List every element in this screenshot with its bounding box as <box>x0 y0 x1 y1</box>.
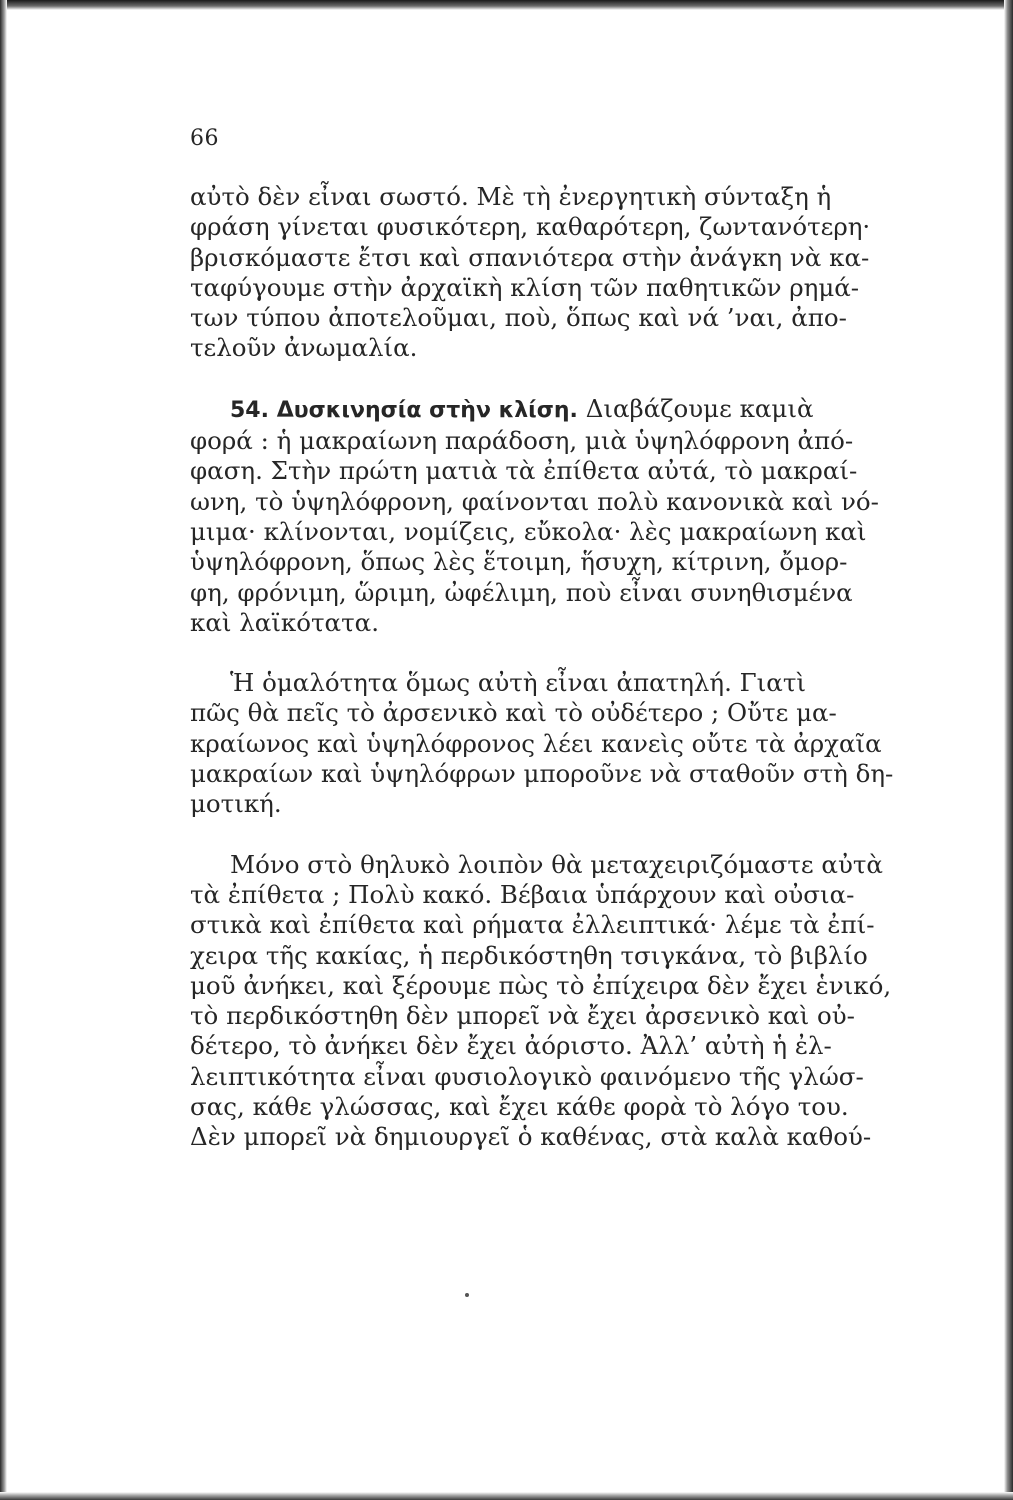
section-number: 54. <box>230 397 269 423</box>
text-line: δέτερο, τὸ ἀνήκει δὲν ἔχει ἀόριστο. Ἀλλ’ αὐτὴ ἡ ἐλ- <box>190 1031 832 1061</box>
text-line: πῶς θὰ πεῖς τὸ ἀρσενικὸ καὶ τὸ οὐδέτερο ; Οὔτε μα- <box>190 698 837 728</box>
text-line: Διαβάζουμε καμιὰ <box>585 393 814 423</box>
scan-speck <box>465 1293 469 1297</box>
text-line: τελοῦν ἀνωμαλία. <box>190 333 418 363</box>
text-line: φορά : ἡ μακραίωνη παράδοση, μιὰ ὑψηλόφρονη ἀπό- <box>190 426 854 456</box>
section-heading-line <box>190 394 918 426</box>
text-line: μοῦ ἀνήκει, καὶ ξέρουμε πὼς τὸ ἐπίχειρα δὲν ἔχει ἑνικό, <box>190 970 892 1000</box>
text-line: Ἡ ὁμαλότητα ὅμως αὐτὴ εἶναι ἀπατηλή. Γιατὶ <box>230 668 806 698</box>
text-line: σας, κάθε γλώσσας, καὶ ἔχει κάθε φορὰ τὸ λόγο του. <box>190 1092 849 1122</box>
paragraph-4 <box>190 850 918 1153</box>
text-line: τὸ περδικόστηθη δὲν μπορεῖ νὰ ἔχει ἀρσενικὸ καὶ οὐ- <box>190 1001 855 1031</box>
text-line: χειρα τῆς κακίας, ἡ περδικόστηθη τσιγκάνα, τὸ βιβλίο <box>190 940 868 970</box>
text-line: λειπτικότητα εἶναι φυσιολογικὸ φαινόμενο τῆς γλώσ- <box>190 1061 864 1091</box>
text-line: φη, φρόνιμη, ὥριμη, ὠφέλιμη, ποὺ εἶναι συνηθισμένα <box>190 577 853 607</box>
text-line: ταφύγουμε στὴν ἀρχαϊκὴ κλίση τῶν παθητικῶν ρημά- <box>190 272 860 302</box>
paragraph-3 <box>190 668 918 819</box>
text-line: Δὲν μπορεῖ νὰ δημιουργεῖ ὁ καθένας, στὰ καλὰ καθού- <box>190 1122 872 1152</box>
text-line: Μόνο στὸ θηλυκὸ λοιπὸν θὰ μεταχειριζόμαστε αὐτὰ <box>230 849 883 879</box>
text-line: μιμα· κλίνονται, νομίζεις, εὔκολα· λὲς μακραίωνη καὶ <box>190 516 867 546</box>
text-line: φαση. Στὴν πρώτη ματιὰ τὰ ἐπίθετα αὐτά, τὸ μακραί- <box>190 456 858 486</box>
text-line: καὶ λαϊκότατα. <box>190 607 379 637</box>
text-line: κραίωνος καὶ ὑψηλόφρονος λέει κανεὶς οὔτε τὰ ἀρχαῖα <box>190 728 882 758</box>
text-line: μακραίων καὶ ὑψηλόφρων μποροῦνε νὰ σταθοῦν στὴ δη- <box>190 759 894 789</box>
text-line: ωνη, τὸ ὑψηλόφρονη, φαίνονται πολὺ κανονικὰ καὶ νό- <box>190 486 879 516</box>
text-line: μοτική. <box>190 789 282 819</box>
section-title: Δυσκινησία στὴν κλίση. <box>276 397 578 423</box>
text-line: στικὰ καὶ ἐπίθετα καὶ ρήματα ἐλλειπτικά· λέμε τὰ ἐπί- <box>190 910 875 940</box>
text-line: ὑψηλόφρονη, ὅπως λὲς ἕτοιμη, ἥσυχη, κίτρινη, ὄμορ- <box>190 547 848 577</box>
text-line: φράση γίνεται φυσικότερη, καθαρότερη, ζωντανότερη· <box>190 212 871 242</box>
text-line: βρισκόμαστε ἔτσι καὶ σπανιότερα στὴν ἀνάγκη νὰ κα- <box>190 242 870 272</box>
text-line: τὰ ἐπίθετα ; Πολὺ κακό. Βέβαια ὑπάρχουν καὶ οὐσια- <box>190 879 855 909</box>
text-line: αὐτὸ δὲν εἶναι σωστό. Μὲ τὴ ἐνεργητικὴ σύνταξη ἡ <box>190 182 832 211</box>
body-text <box>190 182 918 1153</box>
paragraph-1 <box>190 182 918 364</box>
section-54 <box>190 394 918 638</box>
page-number: 66 <box>190 126 219 151</box>
text-line: των τύπου ἀποτελοῦμαι, ποὺ, ὅπως καὶ νά ’ναι, ἀπο- <box>190 303 847 333</box>
